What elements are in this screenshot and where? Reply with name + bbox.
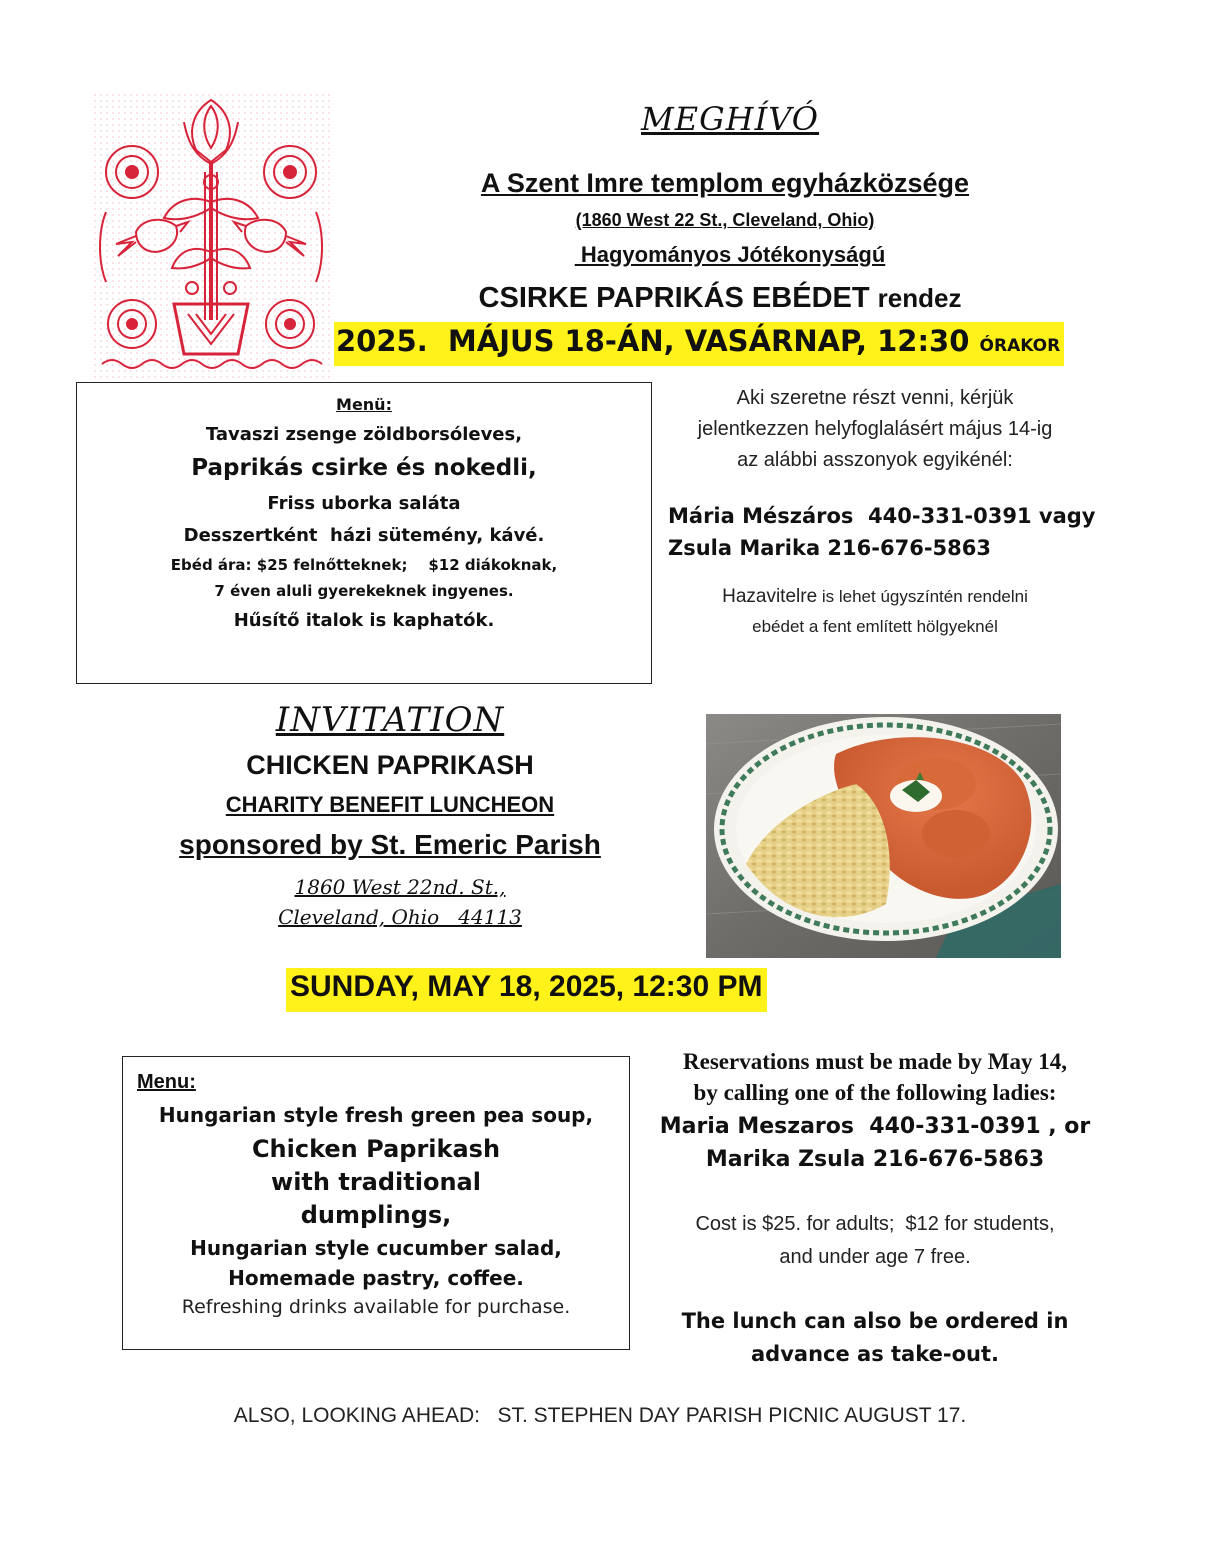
hungarian-event-line bbox=[340, 282, 1100, 315]
english-address bbox=[200, 872, 600, 932]
english-menu-item: Homemade pastry, coffee. bbox=[228, 1266, 524, 1290]
hungarian-reservation-line: az alábbi asszonyok egyikénél: bbox=[737, 449, 1013, 471]
english-menu-box bbox=[122, 1056, 630, 1350]
food-plate-icon bbox=[706, 714, 1061, 958]
hungarian-menu-item: Desszertként házi sütemény, kávé. bbox=[183, 525, 545, 546]
hungarian-takeout-text: ebédet a fent említett hölgyeknél bbox=[752, 617, 998, 636]
english-cost-line: and under age 7 free. bbox=[779, 1246, 971, 1268]
hungarian-menu-heading: Menü: bbox=[336, 395, 392, 414]
hungarian-reservation-line: jelentkezzen helyfoglalásért május 14-ig bbox=[697, 418, 1053, 440]
hungarian-reservation-text bbox=[660, 383, 1090, 476]
english-takeout-note bbox=[640, 1305, 1110, 1371]
english-takeout-line: advance as take-out. bbox=[751, 1342, 999, 1366]
english-event-title: CHICKEN PAPRIKASH bbox=[246, 750, 534, 780]
chicken-paprikash-photo bbox=[706, 714, 1061, 958]
english-cost bbox=[640, 1208, 1110, 1274]
hungarian-menu-item: Friss uborka saláta bbox=[267, 493, 461, 514]
hungarian-menu-price: Ebéd ára: $25 felnőtteknek; $12 diákoknak, bbox=[170, 556, 558, 574]
english-contacts bbox=[650, 1110, 1100, 1176]
hungarian-organization: A Szent Imre templom egyházközsége bbox=[480, 168, 970, 198]
english-cost-line: Cost is $25. for adults; $12 for students, bbox=[695, 1213, 1055, 1235]
english-reservation-line: by calling one of the following ladies: bbox=[693, 1080, 1057, 1105]
hungarian-contact: Zsula Marika 216-676-5863 bbox=[668, 536, 991, 560]
english-contact: Maria Meszaros 440-331-0391 , or bbox=[659, 1114, 1091, 1139]
hungarian-date: 2025. MÁJUS 18-ÁN, VASÁRNAP, 12:30 bbox=[336, 324, 970, 358]
hungarian-event-title: CSIRKE PAPRIKÁS EBÉDET bbox=[478, 282, 870, 314]
hungarian-contacts bbox=[668, 500, 1096, 564]
english-date: SUNDAY, MAY 18, 2025, 12:30 PM bbox=[290, 970, 763, 1003]
hungarian-menu-price-note: 7 éven aluli gyerekeknek ingyenes. bbox=[214, 582, 514, 600]
folk-art-embroidery-icon bbox=[92, 92, 330, 380]
english-takeout-line: The lunch can also be ordered in bbox=[681, 1309, 1069, 1333]
hungarian-date-suffix: ÓRAKOR bbox=[979, 336, 1061, 356]
english-reservation-text bbox=[640, 1046, 1110, 1108]
english-menu-drinks: Refreshing drinks available for purchase. bbox=[181, 1296, 571, 1318]
english-menu-item: Chicken Paprikash with traditional dumplings, bbox=[251, 1135, 501, 1229]
hungarian-reservation-line: Aki szeretne részt venni, kérjük bbox=[736, 387, 1014, 409]
hungarian-takeout-text: is lehet úgyszíntén rendelni bbox=[817, 587, 1028, 606]
hungarian-takeout-word: Hazavitelre bbox=[722, 586, 818, 607]
hungarian-title: MEGHÍVÓ bbox=[640, 100, 819, 138]
english-menu-heading: Menu: bbox=[137, 1071, 196, 1093]
english-address-line: 1860 West 22nd. St., bbox=[294, 875, 506, 899]
hungarian-contact: Mária Mészáros 440-331-0391 vagy bbox=[668, 504, 1096, 528]
hungarian-menu-drinks: Hűsítő italok is kaphatók. bbox=[233, 610, 495, 631]
folk-art-illustration bbox=[92, 92, 330, 380]
hungarian-menu-box bbox=[76, 382, 652, 684]
english-menu-item: Hungarian style cucumber salad, bbox=[190, 1236, 562, 1260]
english-menu-item: Hungarian style fresh green pea soup, bbox=[158, 1103, 594, 1127]
english-date-highlight bbox=[286, 968, 767, 1012]
english-address-line: Cleveland, Ohio 44113 bbox=[278, 905, 522, 929]
hungarian-takeout-note bbox=[670, 582, 1080, 642]
english-event-subtitle: CHARITY BENEFIT LUNCHEON bbox=[225, 792, 555, 817]
english-sponsor: sponsored by St. Emeric Parish bbox=[179, 829, 601, 860]
hungarian-address: (1860 West 22 St., Cleveland, Ohio) bbox=[575, 210, 875, 230]
hungarian-event-suffix: rendez bbox=[877, 283, 962, 313]
hungarian-traditional-label: Hagyományos Jótékonyságú bbox=[574, 242, 886, 267]
footer-note: ALSO, LOOKING AHEAD: ST. STEPHEN DAY PARISH PICNIC AUGUST 17. bbox=[233, 1404, 967, 1427]
english-contact: Marika Zsula 216-676-5863 bbox=[705, 1147, 1045, 1172]
hungarian-menu-item: Paprikás csirke és nokedli, bbox=[191, 455, 537, 481]
hungarian-date-highlight bbox=[334, 322, 1064, 366]
hungarian-menu-item: Tavaszi zsenge zöldborsóleves, bbox=[205, 424, 523, 445]
english-title: INVITATION bbox=[275, 700, 505, 740]
english-reservation-line: Reservations must be made by May 14, bbox=[683, 1049, 1067, 1074]
